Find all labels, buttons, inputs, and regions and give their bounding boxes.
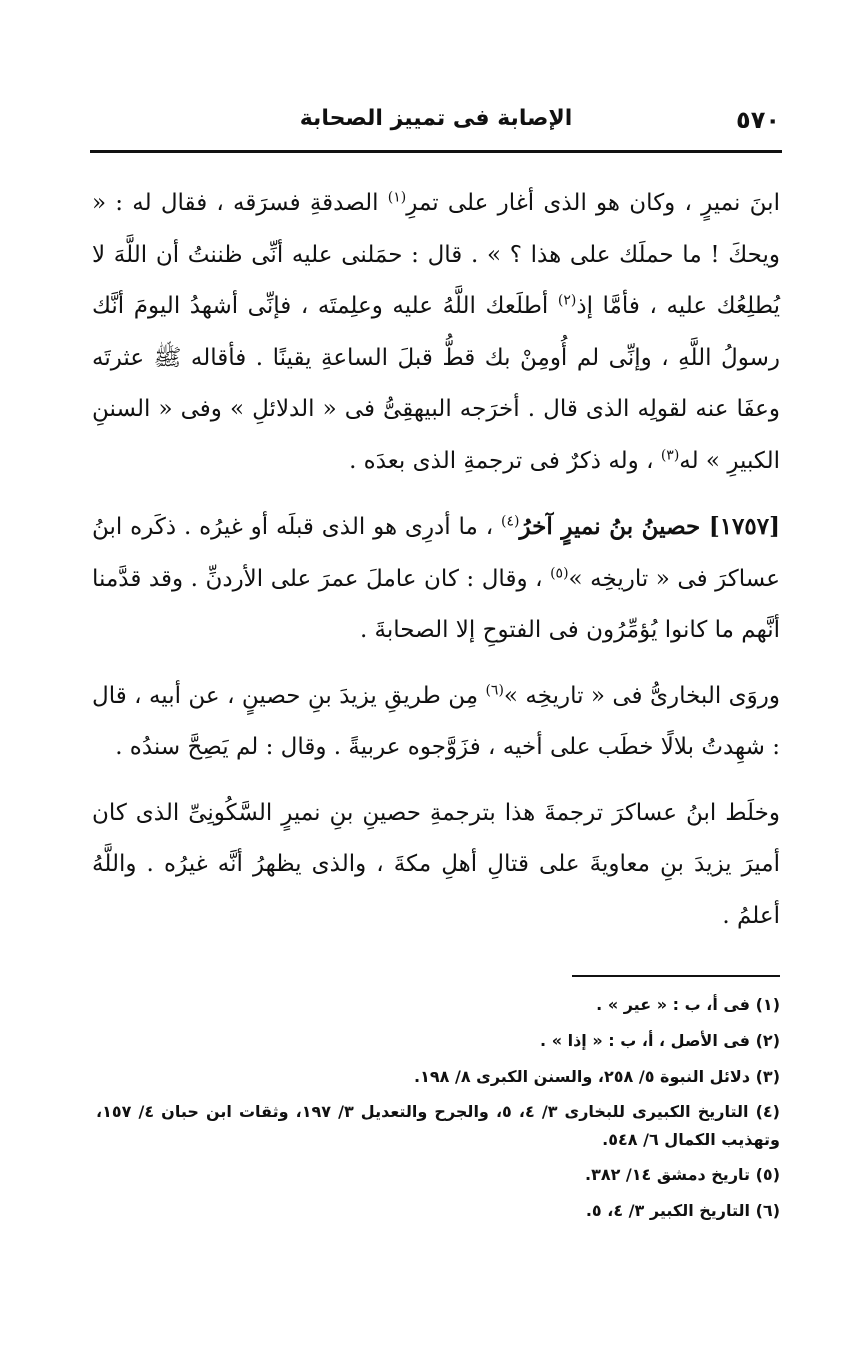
entry-heading: [١٧٥٧] حصينُ بنُ نميرٍ آخرُ (519, 513, 781, 540)
text-run: ، ما أدرِى هو الذى قبلَه أو غيرُه . ذكَره ابنُ عساكرَ فى « تاريخِه » (92, 514, 780, 592)
paragraph-2 (92, 501, 780, 657)
footnote-ref-5: (٥) (550, 564, 569, 581)
header-rule (90, 150, 782, 153)
text-run: الصدقةِ فسرَقه ، فقال له : « ويحكَ ! ما حملَك على هذا ؟ » . قال : حمَلنى عليه أنِّى ظننتُ أن اللَّهَ لا يُطلِعُك عليه ، فأمَّا إذ (92, 190, 780, 319)
text-run: مِن طريقِ يزيدَ بنِ حصينٍ ، عن أبيه ، قال : شهِدتُ بلالًا خطَب على أخيه ، فزَوَّجوه عربيةً . وقال : لم يَصِحَّ سندُه . (92, 682, 780, 760)
text-run: أطلَعك اللَّهُ عليه وعلِمتَه ، فإنِّى أشهدُ اليومَ أنَّك رسولُ اللَّهِ ، وإنِّى لم أُومِنْ بك قطُّ قبلَ الساعةِ يقينًا . فأقاله ﷺ عثرتَه وعفَا عنه لقولِه الذى قال . أخرَجه البيهقِىُّ فى « الدلائلِ » وفى « السننِ الكبيرِ » له (92, 293, 780, 474)
footnote-ref-6: (٦) (485, 681, 504, 698)
footnote-ref-3: (٣) (660, 446, 680, 463)
text-run: وروَى البخارىُّ فى « تاريخِه » (503, 682, 780, 709)
footnote-3: (٣) دلائل النبوة ٥/ ٢٥٨، والسنن الكبرى ٨/ ١٩٨. (414, 1067, 780, 1086)
footnote-ref-2: (٢) (557, 292, 577, 309)
paragraph-4 (92, 788, 780, 943)
running-title: الإصابة فى تمييز الصحابة (299, 106, 573, 131)
footnote-ref-1: (١) (387, 189, 407, 206)
footnote-separator (572, 975, 780, 977)
text-run: ، وله ذكرٌ فى ترجمةِ الذى بعدَه . (349, 447, 661, 474)
paragraph-3 (92, 671, 780, 774)
main-text (92, 178, 780, 942)
page-number: ٥٧٠ (736, 106, 780, 134)
footnotes (96, 990, 780, 1232)
footnote-4: (٤) التاريخ الكبيرى للبخارى ٣/ ٤، ٥، والجرح والتعديل ٣/ ١٩٧، وثقات ابن حبان ٤/ ١٥٧، وتهذيب الكمال ٦/ ٥٤٨. (96, 1102, 780, 1149)
text-run: وخلَط ابنُ عساكرَ ترجمةَ هذا بترجمةِ حصينِ بنِ نميرٍ السَّكُونِىِّ الذى كان أميرَ يزيدَ بنِ معاويةَ على قتالِ أهلِ مكةَ ، والذى يظهرُ أنَّه غيرُه . واللَّهُ أعلمُ . (92, 799, 780, 929)
footnote-1: (١) فى أ، ب : « عير » . (596, 995, 780, 1014)
footnote-ref-4: (٤) (501, 513, 520, 530)
text-run: ابنَ نميرٍ ، وكان هو الذى أغار على تمرِ (406, 190, 780, 216)
footnote-2: (٢) فى الأصل ، أ، ب : « إذا » . (540, 1031, 780, 1050)
text-run: ، وقال : كان عاملَ عمرَ على الأردنِّ . وقد قدَّمنا أنَّهم ما كانوا يُؤمِّرُون فى الفتوحِ إلا الصحابةَ . (92, 565, 780, 643)
page-header (92, 100, 780, 140)
footnote-6: (٦) التاريخ الكبير ٣/ ٤، ٥. (585, 1201, 780, 1220)
paragraph-1 (92, 178, 780, 487)
footnote-5: (٥) تاريخ دمشق ١٤/ ٣٨٢. (584, 1165, 780, 1184)
